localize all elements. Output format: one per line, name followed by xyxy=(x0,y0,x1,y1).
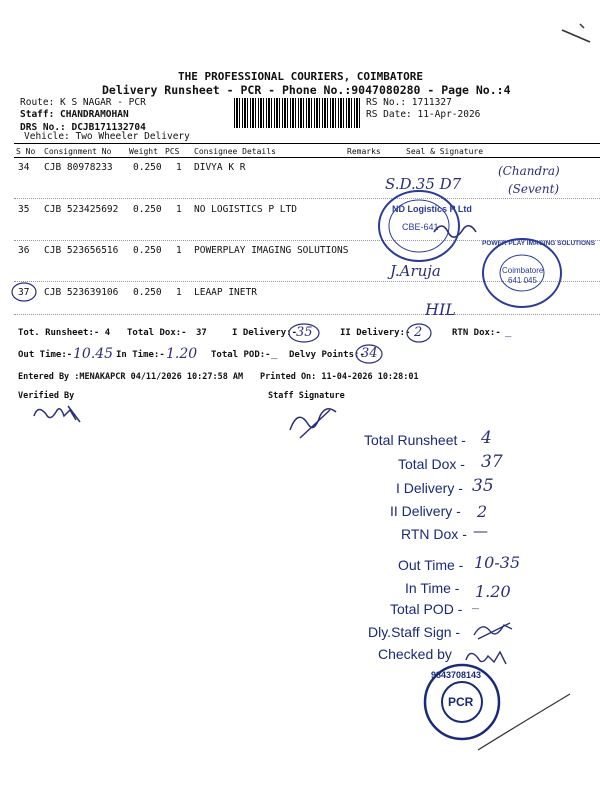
row-weight: 0.250 xyxy=(133,162,162,173)
total-pod-value: _ xyxy=(271,345,278,360)
summary-label: RTN Dox - xyxy=(401,526,467,542)
staff-signature: Staff Signature xyxy=(268,391,345,401)
summary-label: In Time - xyxy=(405,580,460,596)
rs-number: RS No.: 1711327 xyxy=(366,97,452,108)
ii-delivery-label: II Delivery:- xyxy=(340,328,411,338)
in-time-value: 1.20 xyxy=(166,346,198,362)
row-pcs: 1 xyxy=(176,287,182,298)
summary-label: II Delivery - xyxy=(390,503,461,519)
drs-number: DRS No.: DCJB171132704 xyxy=(20,122,146,133)
delvy-points-label: Delvy Points:- xyxy=(289,350,365,360)
row-consignment: CJB 523425692 xyxy=(44,204,119,215)
row-consignee: POWERPLAY IMAGING SOLUTIONS xyxy=(194,245,349,256)
row-divider xyxy=(14,198,600,199)
summary-value: 4 xyxy=(481,428,492,448)
out-time-value: 10.45 xyxy=(73,346,114,362)
summary-value: 1.20 xyxy=(475,582,511,601)
row-consignee: NO LOGISTICS P LTD xyxy=(194,204,297,215)
row34-note2: (Sevent) xyxy=(508,182,560,196)
staff-signature-scribble xyxy=(284,402,344,442)
i-delivery-label: I Delivery:- xyxy=(232,328,298,338)
summary-value: 35 xyxy=(472,476,494,496)
summary-label: I Delivery - xyxy=(396,480,463,496)
col-pcs: PCS xyxy=(165,147,180,156)
pcr-stamp-center: PCR xyxy=(448,695,474,709)
rtn-dox-label: RTN Dox:- xyxy=(452,328,501,338)
entered-by: Entered By :MENAKAPCR 04/11/2026 10:27:58 AM xyxy=(18,372,244,382)
in-time-label: In Time:- xyxy=(116,350,165,360)
summary-label: Out Time - xyxy=(398,557,464,573)
summary-label: Total POD - xyxy=(390,601,463,617)
staff: Staff: CHANDRAMOHAN xyxy=(20,109,129,120)
powerplay-stamp-text: POWER PLAY IMAGING SOLUTIONS xyxy=(482,240,596,247)
row34-signature: S.D.35 D7 xyxy=(385,175,462,193)
summary-value: — xyxy=(473,522,488,540)
table-header-rule xyxy=(14,157,600,158)
pen-stroke xyxy=(470,690,580,760)
powerplay-stamp-city: Coimbatore xyxy=(502,266,544,275)
row-divider xyxy=(14,314,600,315)
col-seal: Seal & Signature xyxy=(406,147,484,156)
row-sno: 35 xyxy=(18,204,30,215)
verified-by: Verified By xyxy=(18,391,75,401)
row-consignee: DIVYA K R xyxy=(194,162,246,173)
col-consignee: Consignee Details xyxy=(194,147,276,156)
col-remarks: Remarks xyxy=(347,147,381,156)
col-sno: S No xyxy=(16,147,36,156)
row-sno: 37 xyxy=(18,287,30,298)
row-pcs: 1 xyxy=(176,204,182,215)
row37-note: HIL xyxy=(425,300,456,319)
route: Route: K S NAGAR - PCR xyxy=(20,97,146,108)
summary-label: Total Runsheet - xyxy=(364,432,466,448)
row-sno: 36 xyxy=(18,245,30,256)
printed-on: Printed On: 11-04-2026 10:28:01 xyxy=(260,372,419,382)
dly-staff-sign-scribble xyxy=(470,617,516,643)
rtn-dox-value: _ xyxy=(505,323,512,338)
row-pcs: 1 xyxy=(176,245,182,256)
summary-value: 2 xyxy=(477,502,488,521)
delvy-points-value: 34 xyxy=(361,346,378,361)
total-pod-label: Total POD:- xyxy=(211,350,271,360)
row-consignment: CJB 80978233 xyxy=(44,162,113,173)
row34-note: (Chandra) xyxy=(498,164,560,178)
row-weight: 0.250 xyxy=(133,245,162,256)
runsheet-title: Delivery Runsheet - PCR - Phone No.:9047080280 - Page No.:4 xyxy=(102,83,511,97)
row37-circle-mark xyxy=(10,281,38,303)
table-top-rule xyxy=(14,143,600,144)
vehicle: Vehicle: Two Wheeler Delivery xyxy=(24,131,190,142)
col-weight: Weight xyxy=(129,147,158,156)
total-dox-label: Total Dox:- xyxy=(127,328,187,338)
row36-signature: J.Aruja xyxy=(390,262,441,280)
summary-value: 10-35 xyxy=(474,553,521,572)
corner-pen-mark xyxy=(560,20,600,50)
i-delivery-value: 35 xyxy=(296,325,313,340)
summary-value: 37 xyxy=(481,452,503,472)
nd-logistics-stamp-text: ND Logistics P Ltd xyxy=(392,204,472,214)
row-consignment: CJB 523639106 xyxy=(44,287,119,298)
out-time-label: Out Time:- xyxy=(18,350,73,360)
row-weight: 0.250 xyxy=(133,287,162,298)
barcode xyxy=(234,98,362,128)
col-consignment: Consignment No xyxy=(44,147,112,156)
ii-delivery-value: 2 xyxy=(414,325,423,340)
summary-label: Dly.Staff Sign - xyxy=(368,624,461,640)
verified-by-signature xyxy=(30,400,90,430)
row-pcs: 1 xyxy=(176,162,182,173)
rs-date: RS Date: 11-Apr-2026 xyxy=(366,109,481,120)
summary-label: Checked by xyxy=(378,646,452,662)
powerplay-stamp-pin: 641 045 xyxy=(508,276,537,285)
row-consignment: CJB 523656516 xyxy=(44,245,119,256)
tot-runsheet: Tot. Runsheet:- 4 xyxy=(18,328,111,338)
row-weight: 0.250 xyxy=(133,204,162,215)
row-consignee: LEAAP INETR xyxy=(194,287,257,298)
company-name: THE PROFESSIONAL COURIERS, COIMBATORE xyxy=(178,70,424,83)
total-dox-value: 37 xyxy=(196,328,207,338)
summary-label: Total Dox - xyxy=(398,456,465,472)
row-sno: 34 xyxy=(18,162,30,173)
pcr-stamp-ring-text: 9843708143 xyxy=(431,670,482,680)
nd-logistics-stamp-city: CBE-641 xyxy=(402,222,439,232)
summary-value: _ xyxy=(472,594,479,610)
